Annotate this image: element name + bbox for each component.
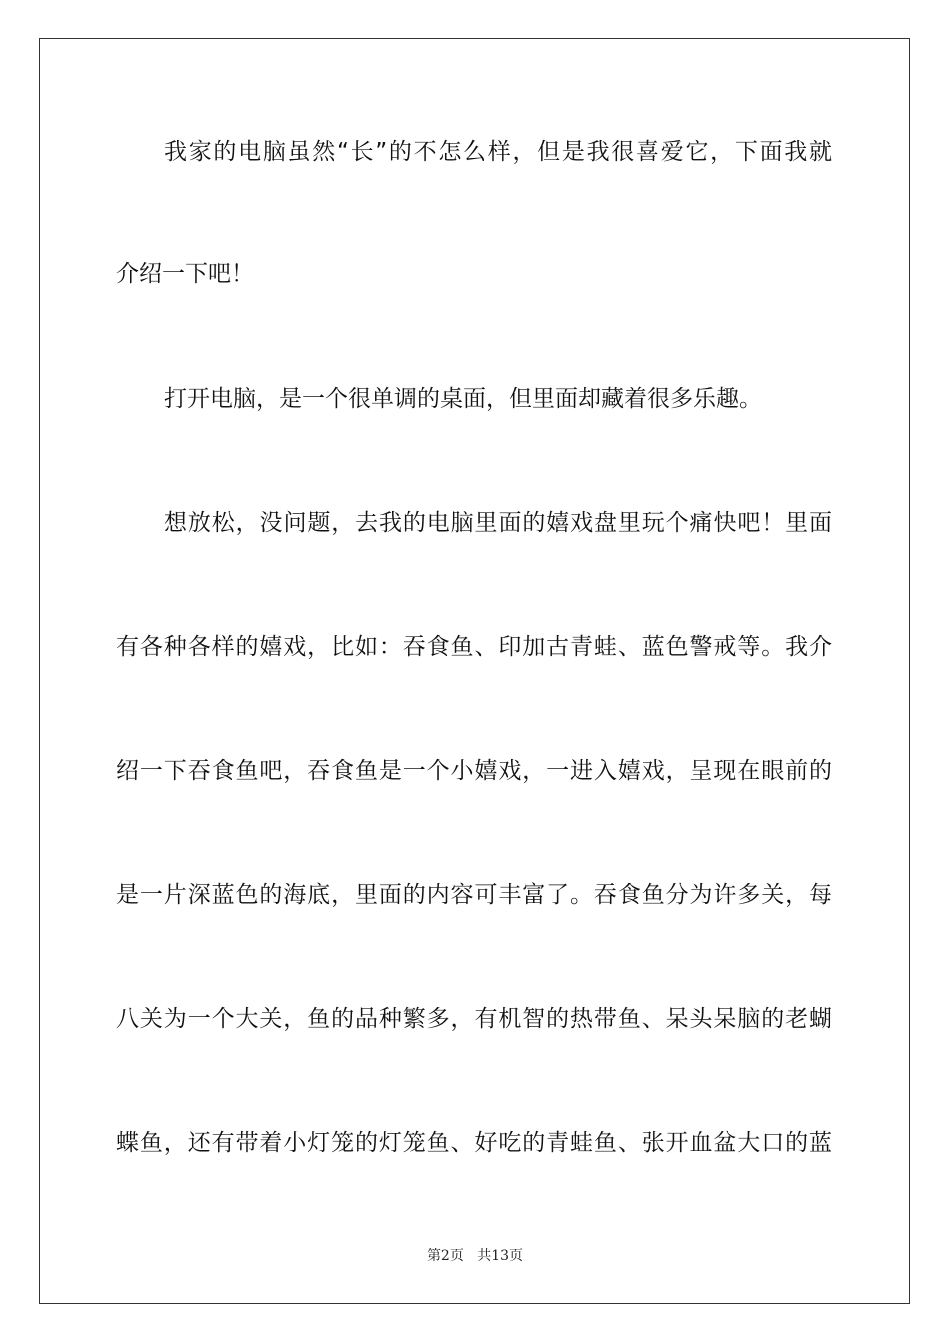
paragraph-3-line-1: 想放松，没问题，去我的电脑里面的嬉戏盘里玩个痛快吧！里面	[164, 510, 832, 536]
paragraph-2-line-1: 打开电脑，是一个很单调的桌面，但里面却藏着很多乐趣。	[164, 386, 762, 412]
paragraph-3-line-5: 八关为一个大关，鱼的品种繁多，有机智的热带鱼、呆头呆脑的老蝴	[116, 1006, 832, 1032]
paragraph-3-line-6: 蝶鱼，还有带着小灯笼的灯笼鱼、好吃的青蛙鱼、张开血盆大口的蓝	[116, 1130, 832, 1156]
page-number: 第2页	[426, 1248, 464, 1264]
paragraph-3-line-3: 绍一下吞食鱼吧，吞食鱼是一个小嬉戏，一进入嬉戏，呈现在眼前的	[116, 758, 832, 784]
paragraph-1-line-2: 介绍一下吧！	[116, 261, 254, 287]
page-border	[39, 38, 910, 1304]
paragraph-3-line-4: 是一片深蓝色的海底，里面的内容可丰富了。吞食鱼分为许多关，每	[116, 882, 832, 908]
page-total: 共13页	[477, 1248, 524, 1264]
page-footer	[0, 1247, 950, 1265]
paragraph-3-line-2: 有各种各样的嬉戏，比如：吞食鱼、印加古青蛙、蓝色警戒等。我介	[116, 634, 832, 660]
paragraph-1-line-1: 我家的电脑虽然“长”的不怎么样，但是我很喜爱它，下面我就	[164, 139, 832, 165]
